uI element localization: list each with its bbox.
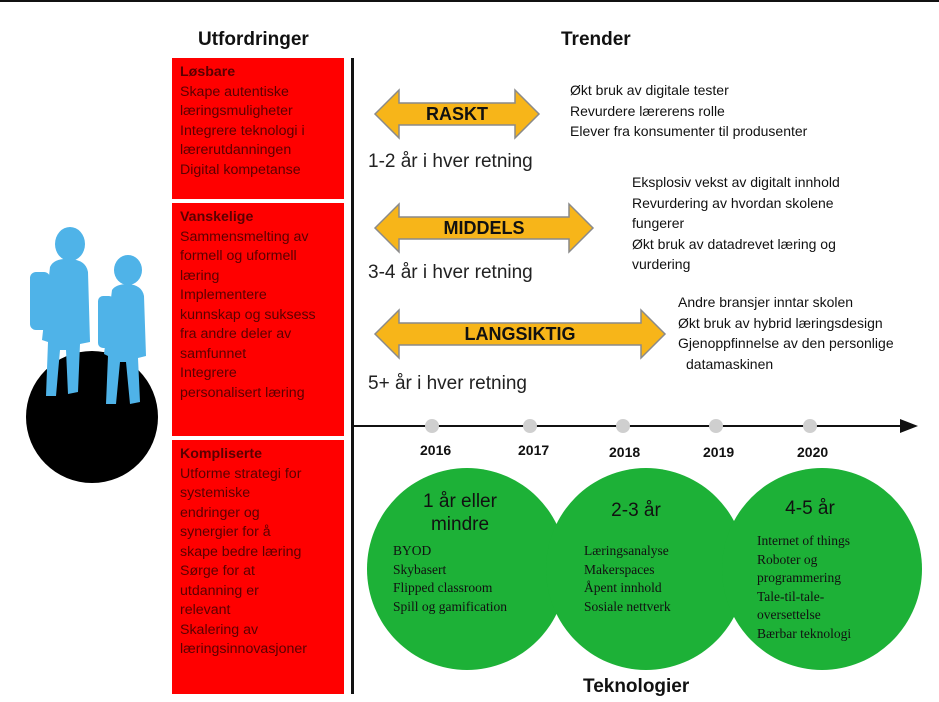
tech-item: Makerspaces — [584, 561, 655, 577]
timeline-dot — [523, 419, 537, 433]
trend-item: Gjenoppfinnelse av den personlige — [678, 335, 894, 351]
challenge-item: læringsinnovasjoner — [180, 641, 307, 657]
tech-item: Læringsanalyse — [584, 543, 669, 558]
tech-item: Roboter og — [757, 551, 818, 567]
trend-duration-long: 5+ år i hver retning — [368, 373, 527, 394]
trend-label-long: LANGSIKTIG — [464, 324, 576, 344]
challenge-item: Utforme strategi for — [180, 465, 302, 482]
timeline-year: 2017 — [518, 442, 550, 458]
challenge-item: Implementere — [180, 287, 267, 303]
tech-heading-line: 1 år eller — [423, 491, 497, 512]
challenge-title: Kompliserte — [180, 446, 262, 462]
tech-item: Skybasert — [393, 561, 447, 577]
challenge-item: systemiske — [180, 485, 251, 501]
challenge-title: Vanskelige — [180, 209, 254, 225]
students-walking-on-globe-icon — [20, 222, 170, 484]
tech-heading-medium — [586, 499, 686, 522]
challenge-item: Integrere — [180, 365, 237, 381]
trend-item: vurdering — [632, 256, 691, 272]
trend-item: Andre bransjer inntar skolen — [678, 294, 854, 310]
trend-item: Revurdering av hvordan skolene — [632, 194, 834, 211]
trend-item: datamaskinen — [686, 355, 774, 372]
challenge-item: fra andre deler av — [180, 326, 292, 342]
trend-item: fungerer — [632, 215, 685, 231]
timeline-dot — [803, 419, 817, 433]
tech-item: Sosiale nettverk — [584, 598, 671, 614]
tech-heading-line: mindre — [430, 514, 490, 535]
timeline-dot — [709, 419, 723, 433]
trend-item: Elever fra konsumenter til produsenter — [570, 123, 808, 139]
challenge-item: skape bedre læring — [180, 543, 302, 560]
trend-label-medium: MIDDELS — [443, 218, 525, 238]
tech-item: Internet of things — [757, 533, 850, 548]
trend-item: Eksplosiv vekst av digitalt innhold — [632, 174, 840, 190]
trend-item: Revurdere lærerens rolle — [570, 102, 725, 119]
tech-item: Flipped classroom — [393, 580, 493, 595]
trend-list-fast — [570, 80, 807, 142]
challenge-item: relevant — [180, 602, 231, 618]
challenge-item: samfunnet — [180, 345, 247, 362]
timeline-year: 2020 — [797, 444, 829, 460]
tech-list-short — [393, 542, 507, 616]
tech-item: Spill og gamification — [393, 598, 507, 614]
trend-duration-medium: 3-4 år i hver retning — [368, 262, 533, 283]
challenge-item: læringsmuligheter — [180, 103, 293, 119]
tech-item: BYOD — [393, 543, 432, 558]
challenge-item: synergier for å — [180, 524, 271, 540]
tech-item: oversettelse — [757, 607, 821, 622]
timeline-dot — [425, 419, 439, 433]
challenge-box-complex — [172, 440, 344, 694]
challenge-item: personalisert læring — [180, 384, 305, 401]
trend-item: Økt bruk av datadrevet læring og — [632, 235, 836, 252]
challenge-item: endringer og — [180, 504, 260, 521]
vertical-divider — [351, 58, 354, 694]
trend-item: Økt bruk av hybrid læringsdesign — [678, 314, 883, 331]
challenge-box-solvable — [172, 58, 344, 199]
challenge-item: læring — [180, 267, 220, 284]
tech-item: Tale-til-tale- — [757, 588, 825, 604]
challenge-item: utdanning er — [180, 582, 259, 599]
challenges-heading: Utfordringer — [198, 29, 309, 50]
challenge-box-difficult — [172, 203, 344, 436]
challenge-item: lærerutdanningen — [180, 142, 292, 158]
challenge-item: Sørge for at — [180, 563, 255, 579]
tech-heading-line: 4-5 år — [785, 498, 835, 519]
trend-label-fast: RASKT — [426, 104, 488, 124]
timeline-year: 2018 — [609, 444, 641, 460]
tech-item: Bærbar teknologi — [757, 625, 852, 641]
challenge-item: kunnskap og suksess — [180, 306, 316, 323]
tech-heading-short — [400, 490, 520, 536]
challenge-item: formell og uformell — [180, 248, 297, 264]
trend-duration-fast: 1-2 år i hver retning — [368, 151, 533, 172]
trend-item: Økt bruk av digitale tester — [570, 82, 729, 98]
challenge-item: Skalering av — [180, 621, 259, 638]
tech-item: programmering — [757, 570, 841, 585]
timeline-year: 2016 — [420, 442, 452, 458]
trends-heading: Trender — [561, 29, 631, 50]
challenge-item: Integrere teknologi i — [180, 122, 305, 139]
technologies-heading: Teknologier — [583, 676, 690, 697]
tech-heading-long — [760, 497, 860, 520]
tech-item: Åpent innhold — [584, 580, 662, 595]
challenge-item: Skape autentiske — [180, 83, 289, 100]
trend-list-medium — [632, 172, 840, 275]
challenge-title: Løsbare — [180, 64, 236, 80]
tech-heading-line: 2-3 år — [611, 500, 661, 521]
challenge-item: Sammensmelting av — [180, 228, 309, 245]
timeline-year: 2019 — [703, 444, 735, 460]
tech-list-long — [757, 532, 851, 643]
top-border — [0, 0, 939, 2]
timeline-dot — [616, 419, 630, 433]
challenge-item: Digital kompetanse — [180, 161, 301, 178]
trend-list-long — [678, 292, 894, 374]
tech-list-medium — [584, 542, 671, 616]
